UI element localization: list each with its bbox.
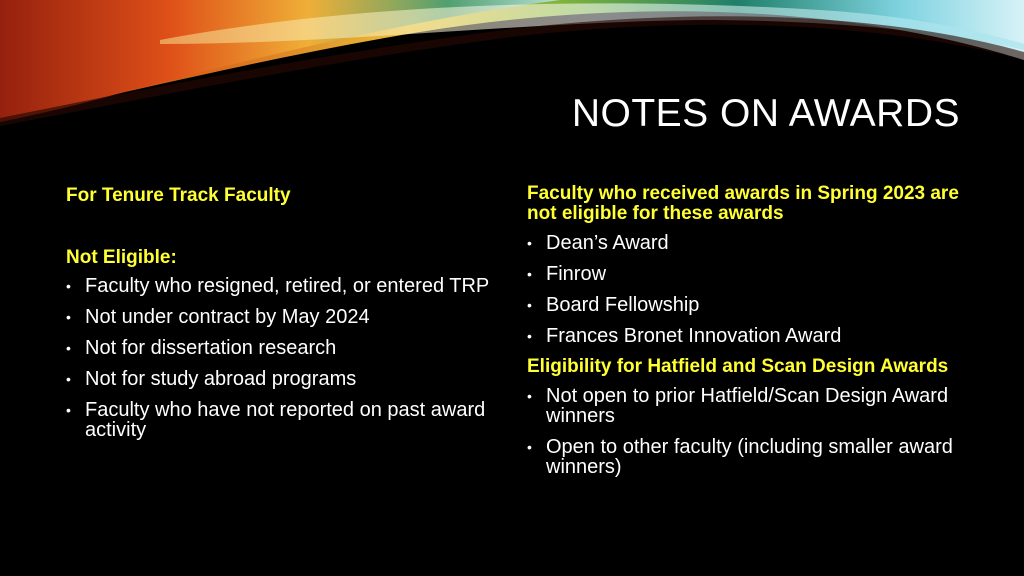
bullet-icon: •: [66, 340, 71, 356]
not-eligible-list: [66, 276, 506, 440]
list-item: • Not under contract by May 2024: [66, 306, 370, 328]
bullet-icon: •: [527, 235, 532, 251]
bullet-icon: •: [66, 278, 71, 294]
left-column: [66, 184, 506, 440]
list-item: • Faculty who have not reported on past award activity: [66, 399, 486, 441]
bullet-icon: •: [66, 309, 71, 325]
list-item: • Not open to prior Hatfield/Scan Design Award winners: [527, 385, 949, 427]
list-item: • Faculty who resigned, retired, or entered TRP: [66, 275, 490, 297]
hatfield-scan-heading: Eligibility for Hatfield and Scan Design Awards: [527, 356, 949, 377]
list-item: • Finrow: [527, 263, 607, 285]
bullet-icon: •: [527, 328, 532, 344]
right-column: [527, 184, 967, 477]
list-item: • Frances Bronet Innovation Award: [527, 325, 842, 347]
spring-2023-heading: Faculty who received awards in Spring 2023 are not eligible for these awards: [527, 183, 959, 224]
tenure-track-heading: For Tenure Track Faculty: [66, 185, 291, 206]
bullet-icon: •: [527, 297, 532, 313]
bullet-icon: •: [527, 439, 532, 455]
list-item: • Not for dissertation research: [66, 337, 337, 359]
list-item: • Board Fellowship: [527, 294, 700, 316]
not-eligible-heading: Not Eligible:: [66, 247, 177, 268]
bullet-icon: •: [66, 371, 71, 387]
list-item: • Not for study abroad programs: [66, 368, 357, 390]
list-item: • Open to other faculty (including smaller award winners): [527, 436, 953, 478]
slide-title: NOTES ON AWARDS: [571, 92, 960, 135]
list-item: • Dean’s Award: [527, 232, 669, 254]
bullet-icon: •: [527, 388, 532, 404]
hatfield-scan-list: [527, 386, 967, 477]
ineligible-awards-list: [527, 233, 967, 346]
bullet-icon: •: [66, 402, 71, 418]
bullet-icon: •: [527, 266, 532, 282]
